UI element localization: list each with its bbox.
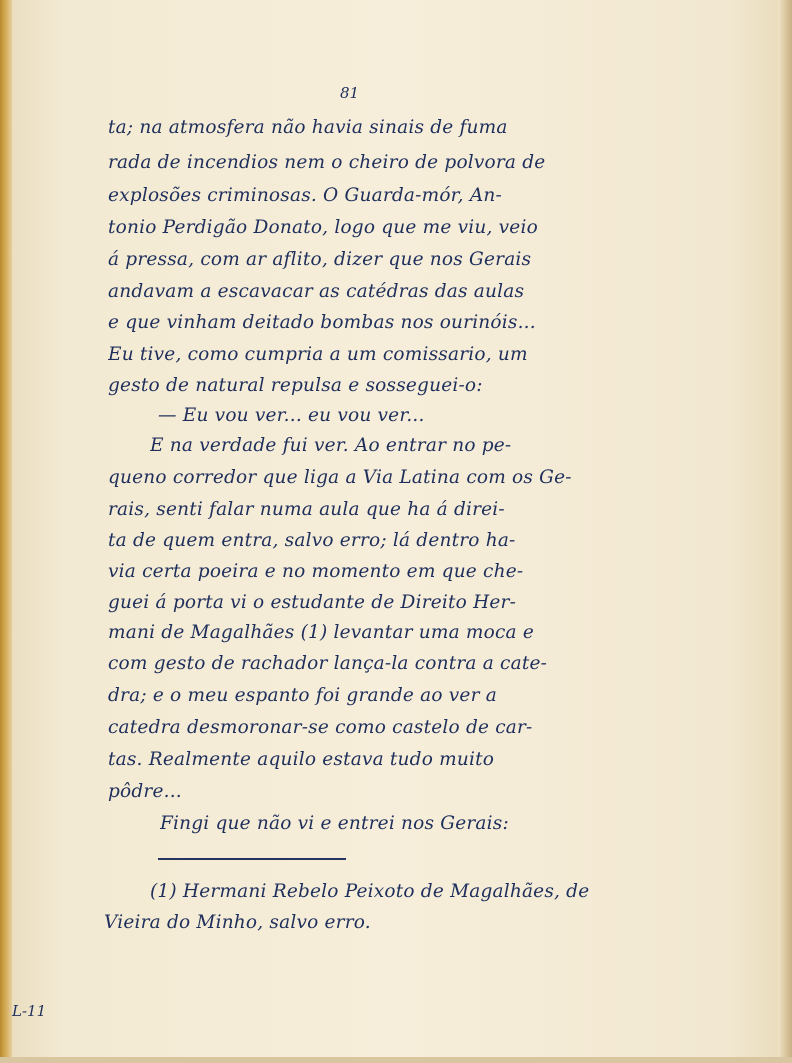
text-line: andavam a escavacar as catédras das aulas	[108, 281, 525, 302]
text-line: rais, senti falar numa aula que ha á direi-	[108, 499, 505, 520]
text-line: mani de Magalhães (1) levantar uma moca e	[108, 622, 534, 643]
footnote-line: Vieira do Minho, salvo erro.	[104, 912, 371, 933]
text-line: á pressa, com ar aflito, dizer que nos Gerais	[108, 249, 532, 270]
text-line: Eu tive, como cumpria a um comissario, um	[108, 344, 528, 365]
page-number: 81	[340, 84, 360, 102]
text-line: gesto de natural repulsa e sosseguei-o:	[108, 375, 483, 396]
footnote-line: (1) Hermani Rebelo Peixoto de Magalhães, de	[150, 881, 590, 902]
text-line: com gesto de rachador lança-la contra a cate-	[108, 653, 548, 674]
text-line: rada de incendios nem o cheiro de polvora de	[108, 152, 546, 173]
text-line: tonio Perdigão Donato, logo que me viu, veio	[108, 217, 538, 238]
text-line: catedra desmoronar-se como castelo de car-	[108, 717, 533, 738]
paper-bottom-edge	[0, 1057, 792, 1063]
archive-reference: L-11	[12, 1002, 47, 1020]
text-line: dra; e o meu espanto foi grande ao ver a	[108, 685, 497, 706]
text-line: ta de quem entra, salvo erro; lá dentro ha-	[108, 530, 516, 551]
text-line: via certa poeira e no momento em que che-	[108, 561, 524, 582]
text-line: e que vinham deitado bombas nos ourinóis...	[108, 312, 536, 333]
text-line: tas. Realmente aquilo estava tudo muito	[108, 749, 495, 770]
text-line: ta; na atmosfera não havia sinais de fuma	[108, 117, 508, 138]
text-line: queno corredor que liga a Via Latina com os Ge-	[108, 467, 572, 488]
paper-right-edge	[778, 0, 792, 1063]
dialogue-line: — Eu vou ver... eu vou ver...	[158, 405, 425, 426]
text-line: explosões criminosas. O Guarda-mór, An-	[108, 185, 502, 206]
text-line: guei á porta vi o estudante de Direito Her-	[108, 592, 517, 613]
footnote-divider	[158, 858, 346, 860]
paragraph-start-line: E na verdade fui ver. Ao entrar no pe-	[150, 435, 512, 456]
text-line: pôdre...	[108, 781, 182, 802]
binding-left-edge	[0, 0, 12, 1063]
paragraph-start-line: Fingi que não vi e entrei nos Gerais:	[160, 813, 509, 834]
